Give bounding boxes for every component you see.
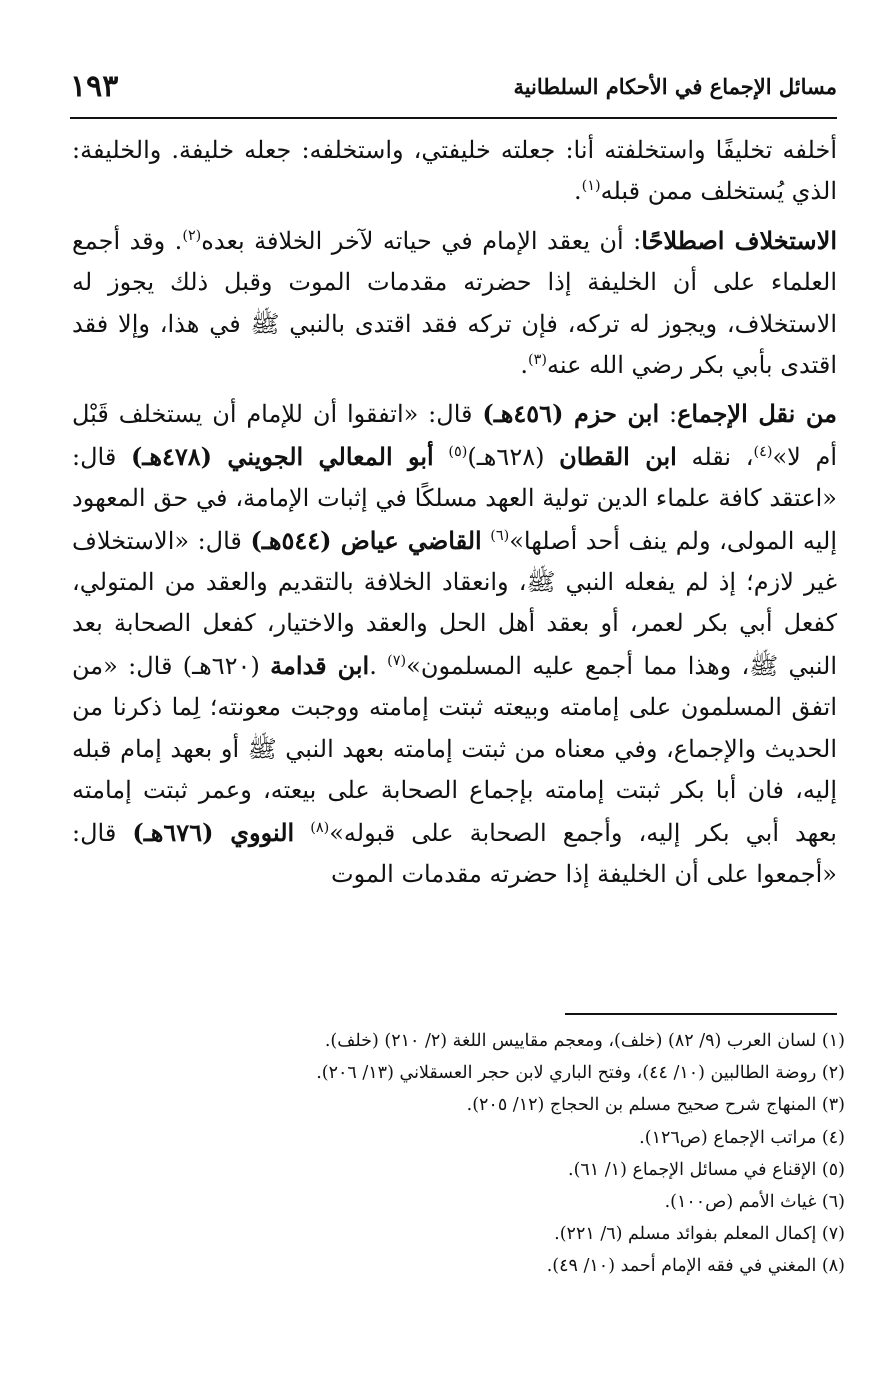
footnote-ref-3: (٣) (528, 352, 548, 369)
footnotes (72, 1025, 845, 1283)
footnote-ref-1: (١) (581, 178, 601, 195)
scholar-ibn-hazm: ابن حزم (٤٥٦هـ) (482, 399, 660, 429)
paragraph-consensus: من نقل الإجماع: ابن حزم (٤٥٦هـ) قال: «اتفقوا أن للإمام أن يستخلف قَبْل أم لا»$^{(٤)}$، نقله ابن القطان (٦٢٨هـ)$^{(٥)}$ أبو المعالي الجويني (٤٧٨هـ) قال: «اعتقد كافة علماء الدين تولية العهد مسلكًا في إثبات الإمامة، في حق المعهود إليه المولى، ولم ينف أحد أصلها»$^{(٦)}$ القاضي عياض (٥٤٤هـ) قال: «الاستخلاف غير لازم؛ إذ لم يفعله النبي ﷺ، وانعقاد الخلافة بالتقديم والعقد من المتولي، كفعل أبي بكر لعمر، أو بعقد أهل الحل والعقد والاختيار، كفعل الصحابة بعد النبي ﷺ، وهذا مما أجمع عليه المسلمون»$^{(٧)}$ .ابن قدامة (٦٢٠هـ) قال: «من اتفق المسلمون على إمامته وبيعته ثبتت إمامته ووجبت معونته؛ لِما ذكرنا من الحديث والإجماع، وفي معناه من ثبتت إمامته بعهد النبي ﷺ أو بعهد إمام قبله إليه، فان أبا بكر ثبتت إمامته بإجماع الصحابة على بيعته، وعمر ثبتت إمامته بعهد أبي بكر إليه، وأجمع الصحابة على قبوله»$^{(٨)}$ النووي (٦٧٦هـ) قال: «أجمعوا على أن الخليفة إذا حضرته مقدمات الموت (72, 399, 838, 888)
term-heading: الاستخلاف اصطلاحًا (641, 225, 838, 255)
footnote-7: (٧) إكمال المعلم بفوائد مسلم (٦/ ٢٢١). (554, 1224, 845, 1245)
section-heading: من نقل الإجماع (677, 399, 838, 429)
paragraph-definition: أخلفه تخليفًا واستخلفته أنا: جعلته خليفتي، واستخلفه: جعله خليفة. والخليفة: الذي يُستخلف ممن قبله$^{(١)}$. (72, 136, 837, 206)
scholar-al-juwayni: أبو المعالي الجويني (٤٧٨هـ) (130, 441, 434, 471)
main-text (72, 130, 837, 902)
running-header (70, 64, 837, 104)
header-title: مسائل الإجماع في الأحكام السلطانية (513, 74, 837, 99)
footnote-5: (٥) الإقناع في مسائل الإجماع (١/ ٦١). (568, 1159, 845, 1180)
footnote-8: (٨) المغني في فقه الإمام أحمد (١٠/ ٤٩). (546, 1256, 845, 1277)
footnote-6: (٦) غياث الأمم (ص١٠٠). (664, 1192, 845, 1213)
footnote-separator (565, 1013, 837, 1015)
footnote-ref-6: (٦) (490, 527, 510, 544)
header-rule (70, 117, 837, 119)
scholar-ibn-qudama: ابن قدامة (270, 650, 370, 680)
footnote-4: (٤) مراتب الإجماع (ص١٢٦). (639, 1127, 845, 1148)
footnote-ref-2: (٢) (182, 227, 202, 244)
scholar-qadi-iyad: القاضي عياض (٥٤٤هـ) (250, 525, 482, 555)
footnote-ref-7: (٧) (387, 652, 407, 669)
footnote-3: (٣) المنهاج شرح صحيح مسلم بن الحجاج (١٢/ ٢٠٥). (466, 1095, 845, 1116)
paragraph-term: الاستخلاف اصطلاحًا: أن يعقد الإمام في حياته لآخر الخلافة بعده$^{(٢)}$. وقد أجمع العلماء على أن الخليفة إذا حضرته مقدمات الموت وقبل ذلك يجوز له الاستخلاف، ويجوز له تركه، فإن تركه فقد اقتدى بالنبي ﷺ في هذا، وإلا فقد اقتدى بأبي بكر رضي الله عنه$^{(٣)}$. (72, 225, 838, 380)
footnote-ref-8: (٨) (310, 819, 330, 836)
footnote-2: (٢) روضة الطالبين (١٠/ ٤٤)، وفتح الباري لابن حجر العسقلاني (١٣/ ٢٠٦). (316, 1063, 845, 1084)
scholar-ibn-al-qattan: ابن القطان (559, 441, 677, 471)
page-number: ١٩٣ (70, 69, 119, 104)
footnote-ref-4: (٤) (753, 443, 773, 460)
footnote-1: (١) لسان العرب (٩/ ٨٢) (خلف)، ومعجم مقاييس اللغة (٢/ ٢١٠) (خلف). (324, 1031, 845, 1051)
footnote-ref-5: (٥) (448, 443, 468, 460)
scholar-al-nawawi: النووي (٦٧٦هـ) (132, 817, 295, 847)
